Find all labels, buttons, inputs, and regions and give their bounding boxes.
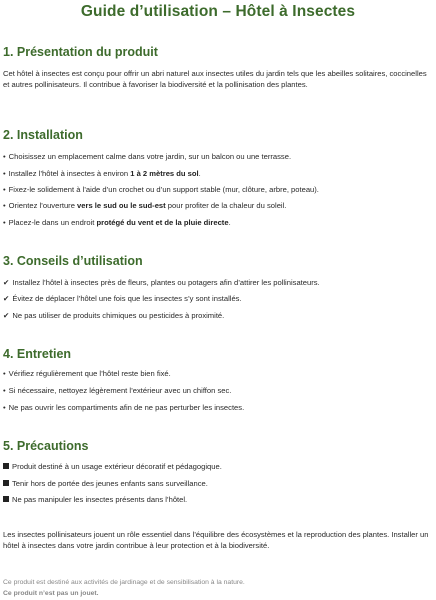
section-heading-installation: 2. Installation — [3, 128, 83, 142]
closing-text: Les insectes pollinisateurs jouent un rôle essentiel dans l’équilibre des écosystèmes et la reproduction des plantes. Installer un hôtel à insectes dans votre jardin contribue à leur protection et à la biodiversité. — [3, 530, 429, 550]
list-item: • Ne pas ouvrir les compartiments afin de ne pas perturber les insectes. — [3, 403, 245, 412]
bullet-icon: • — [3, 218, 6, 227]
list-item: Ne pas manipuler les insectes présents dans l’hôtel. — [3, 495, 433, 505]
section-heading-conseils: 3. Conseils d’utilisation — [3, 254, 143, 268]
list-item: Produit destiné à un usage extérieur décoratif et pédagogique. — [3, 462, 433, 472]
footer-warning: Ce produit n’est pas un jouet. — [3, 590, 99, 597]
bullet-icon: • — [3, 201, 6, 210]
bullet-icon: • — [3, 152, 6, 161]
list-item: ✔ Installez l’hôtel à insectes près de fleurs, plantes ou potagers afin d’attirer les pollinisateurs. — [3, 278, 320, 287]
bullet-icon: • — [3, 386, 6, 395]
section-heading-entretien: 4. Entretien — [3, 347, 72, 361]
square-bullet-icon — [3, 496, 9, 502]
footer-note: Ce produit est destiné aux activités de jardinage et de sensibilisation à la nature. — [3, 579, 245, 586]
bullet-icon: • — [3, 169, 6, 178]
check-icon: ✔ — [3, 311, 10, 320]
list-item: • Orientez l’ouverture vers le sud ou le sud-est pour profiter de la chaleur du soleil. — [3, 201, 287, 210]
document-title: Guide d’utilisation – Hôtel à Insectes — [80, 3, 356, 20]
list-item: ✔ Évitez de déplacer l’hôtel une fois que les insectes s’y sont installés. — [3, 294, 242, 303]
list-item: • Placez-le dans un endroit protégé du vent et de la pluie directe. — [3, 218, 231, 227]
square-bullet-icon — [3, 463, 9, 469]
list-item: • Fixez-le solidement à l’aide d’un crochet ou d’un support stable (mur, clôture, arbre, poteau). — [3, 185, 319, 194]
list-item: Tenir hors de portée des jeunes enfants sans surveillance. — [3, 479, 433, 489]
list-item: • Installez l’hôtel à insectes à environ 1 à 2 mètres du sol. — [3, 169, 201, 178]
section-heading-precautions: 5. Précautions — [3, 439, 89, 453]
check-icon: ✔ — [3, 278, 10, 287]
check-icon: ✔ — [3, 294, 10, 303]
presentation-text: Cet hôtel à insectes est conçu pour offrir un abri naturel aux insectes utiles du jardin tels que les abeilles solitaires, coccinelles et autres pollinisateurs. Il contribue à favoriser la biodiversité et la pollinisation des plantes. — [3, 69, 427, 89]
list-item: • Si nécessaire, nettoyez légèrement l’extérieur avec un chiffon sec. — [3, 386, 232, 395]
bullet-icon: • — [3, 369, 6, 378]
bullet-icon: • — [3, 403, 6, 412]
square-bullet-icon — [3, 480, 9, 486]
list-item: • Vérifiez régulièrement que l’hôtel reste bien fixé. — [3, 369, 171, 378]
section-heading-presentation: 1. Présentation du produit — [3, 45, 158, 59]
bullet-icon: • — [3, 185, 6, 194]
list-item: • Choisissez un emplacement calme dans votre jardin, sur un balcon ou une terrasse. — [3, 152, 292, 161]
list-item: ✔ Ne pas utiliser de produits chimiques ou pesticides à proximité. — [3, 311, 225, 320]
